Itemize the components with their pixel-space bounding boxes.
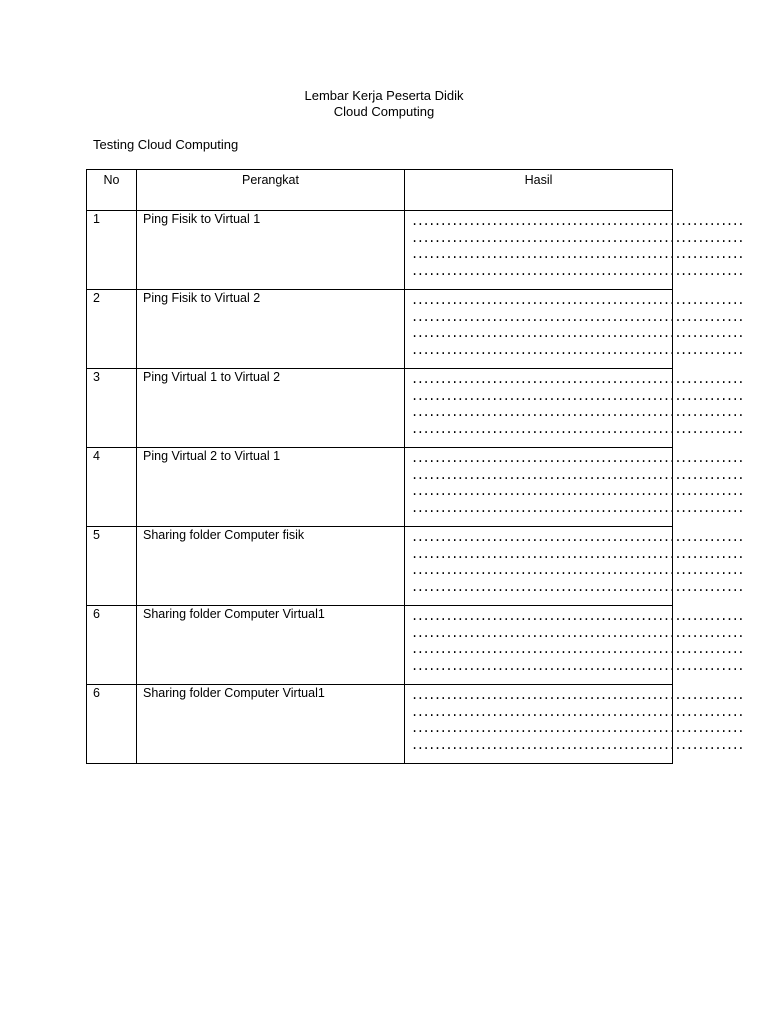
table-header-row	[87, 170, 673, 211]
answer-line: ..........................................................	[411, 293, 744, 307]
row-device: Sharing folder Computer fisik	[137, 527, 405, 606]
row-number: 1	[87, 211, 137, 290]
document-title: Lembar Kerja Peserta Didik	[304, 88, 464, 103]
column-header-device: Perangkat	[137, 170, 405, 211]
row-result-area[interactable]	[405, 527, 744, 606]
table-row	[87, 211, 673, 290]
answer-line: ..........................................................	[411, 342, 744, 357]
row-device: Ping Virtual 2 to Virtual 1	[137, 448, 405, 527]
answer-line: ..........................................................	[411, 326, 744, 340]
answer-line: ..........................................................	[411, 405, 744, 419]
table-row	[87, 685, 673, 764]
row-result-area[interactable]	[405, 211, 744, 290]
answer-line: ..........................................................	[411, 579, 744, 594]
row-number: 2	[87, 290, 137, 369]
row-result-area[interactable]	[405, 606, 744, 685]
table-row	[87, 606, 673, 685]
answer-line: ..........................................................	[411, 388, 744, 403]
row-device: Sharing folder Computer Virtual1	[137, 606, 405, 685]
answer-line: ..........................................................	[411, 642, 744, 656]
answer-line: ..........................................................	[411, 484, 744, 498]
answer-line: ..........................................................	[411, 688, 744, 702]
table-row	[87, 448, 673, 527]
row-result-area[interactable]	[405, 448, 744, 527]
answer-line: ..........................................................	[411, 704, 744, 719]
answer-line: ..........................................................	[411, 309, 744, 324]
row-number: 5	[87, 527, 137, 606]
answer-line: ..........................................................	[411, 546, 744, 561]
row-number: 6	[87, 606, 137, 685]
answer-line: ..........................................................	[411, 214, 744, 228]
answer-line: ..........................................................	[411, 230, 744, 245]
answer-line: ..........................................................	[411, 609, 744, 623]
row-number: 3	[87, 369, 137, 448]
row-device: Ping Fisik to Virtual 2	[137, 290, 405, 369]
table-row	[87, 369, 673, 448]
answer-line: ..........................................................	[411, 737, 744, 752]
answer-line: ..........................................................	[411, 451, 744, 465]
section-heading: Testing Cloud Computing	[93, 137, 239, 152]
answer-line: ..........................................................	[411, 625, 744, 640]
answer-line: ..........................................................	[411, 247, 744, 261]
row-number: 6	[87, 685, 137, 764]
column-header-result: Hasil	[405, 170, 673, 211]
row-result-area[interactable]	[405, 685, 744, 764]
row-result-area[interactable]	[405, 290, 744, 369]
row-result-area[interactable]	[405, 369, 744, 448]
row-number: 4	[87, 448, 137, 527]
answer-line: ..........................................................	[411, 467, 744, 482]
answer-line: ..........................................................	[411, 372, 744, 386]
answer-line: ..........................................................	[411, 721, 744, 735]
column-header-no: No	[87, 170, 137, 211]
answer-line: ..........................................................	[411, 263, 744, 278]
answer-line: ..........................................................	[411, 530, 744, 544]
answer-line: ..........................................................	[411, 500, 744, 515]
worksheet-table	[86, 169, 744, 764]
row-device: Ping Fisik to Virtual 1	[137, 211, 405, 290]
answer-line: ..........................................................	[411, 563, 744, 577]
row-device: Sharing folder Computer Virtual1	[137, 685, 405, 764]
document-subtitle: Cloud Computing	[333, 104, 435, 119]
row-device: Ping Virtual 1 to Virtual 2	[137, 369, 405, 448]
answer-line: ..........................................................	[411, 421, 744, 436]
table-row	[87, 290, 673, 369]
answer-line: ..........................................................	[411, 658, 744, 673]
table-row	[87, 527, 673, 606]
